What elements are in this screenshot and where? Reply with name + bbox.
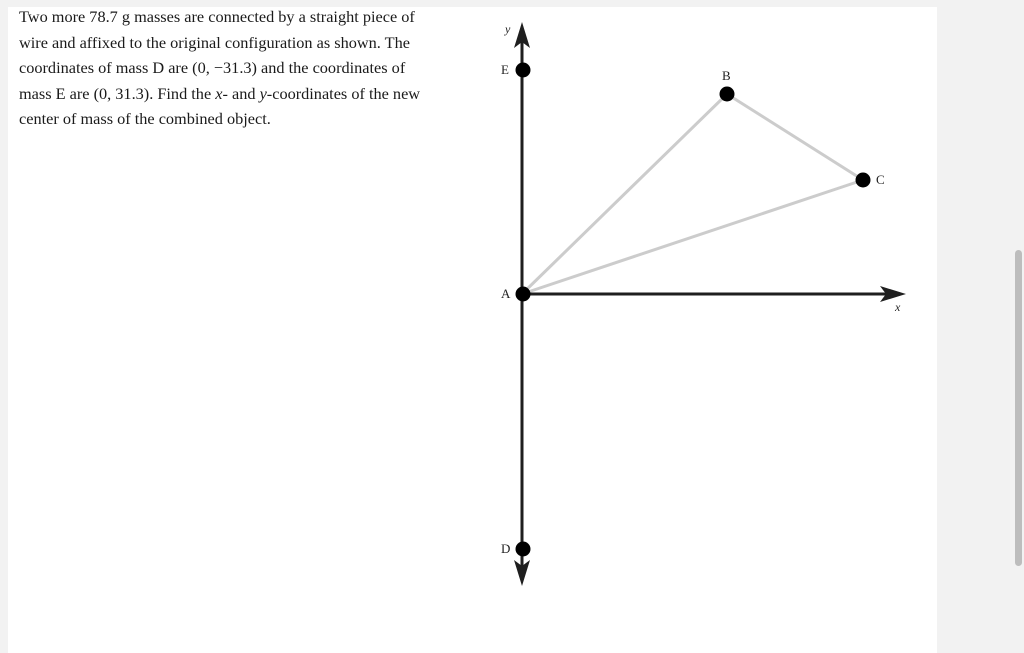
problem-line-4-part-b: - and — [222, 83, 260, 103]
problem-line-4-part-a: mass E are (0, 31.3). Find the — [19, 83, 216, 103]
label-a: A — [501, 286, 511, 301]
label-c: C — [876, 172, 885, 187]
mass-b — [720, 87, 735, 102]
label-b: B — [722, 68, 731, 83]
wire-b-c — [727, 94, 863, 180]
x-axis-label: x — [895, 300, 901, 314]
problem-line-1: Two more 78.7 g masses are connected by a straight piece of — [19, 7, 415, 26]
y-variable: y — [259, 83, 267, 103]
mass-d — [516, 542, 531, 557]
wire-a-c — [522, 180, 863, 294]
mass-c — [856, 173, 871, 188]
mass-a — [516, 287, 531, 302]
problem-line-5: center of mass of the combined object. — [19, 109, 271, 128]
scrollbar-thumb[interactable] — [1015, 250, 1022, 566]
problem-line-4-part-c: -coordinates of the new — [266, 83, 421, 103]
label-e: E — [501, 62, 509, 77]
problem-line-3: coordinates of mass D are (0, −31.3) and the coordinates of — [19, 58, 406, 77]
x-variable: x — [215, 83, 223, 103]
y-axis-label: y — [505, 22, 511, 36]
problem-line-2: wire and affixed to the original configuration as shown. The — [19, 32, 410, 52]
wire-a-b — [522, 94, 727, 294]
mass-e — [516, 63, 531, 78]
label-d: D — [501, 541, 511, 556]
